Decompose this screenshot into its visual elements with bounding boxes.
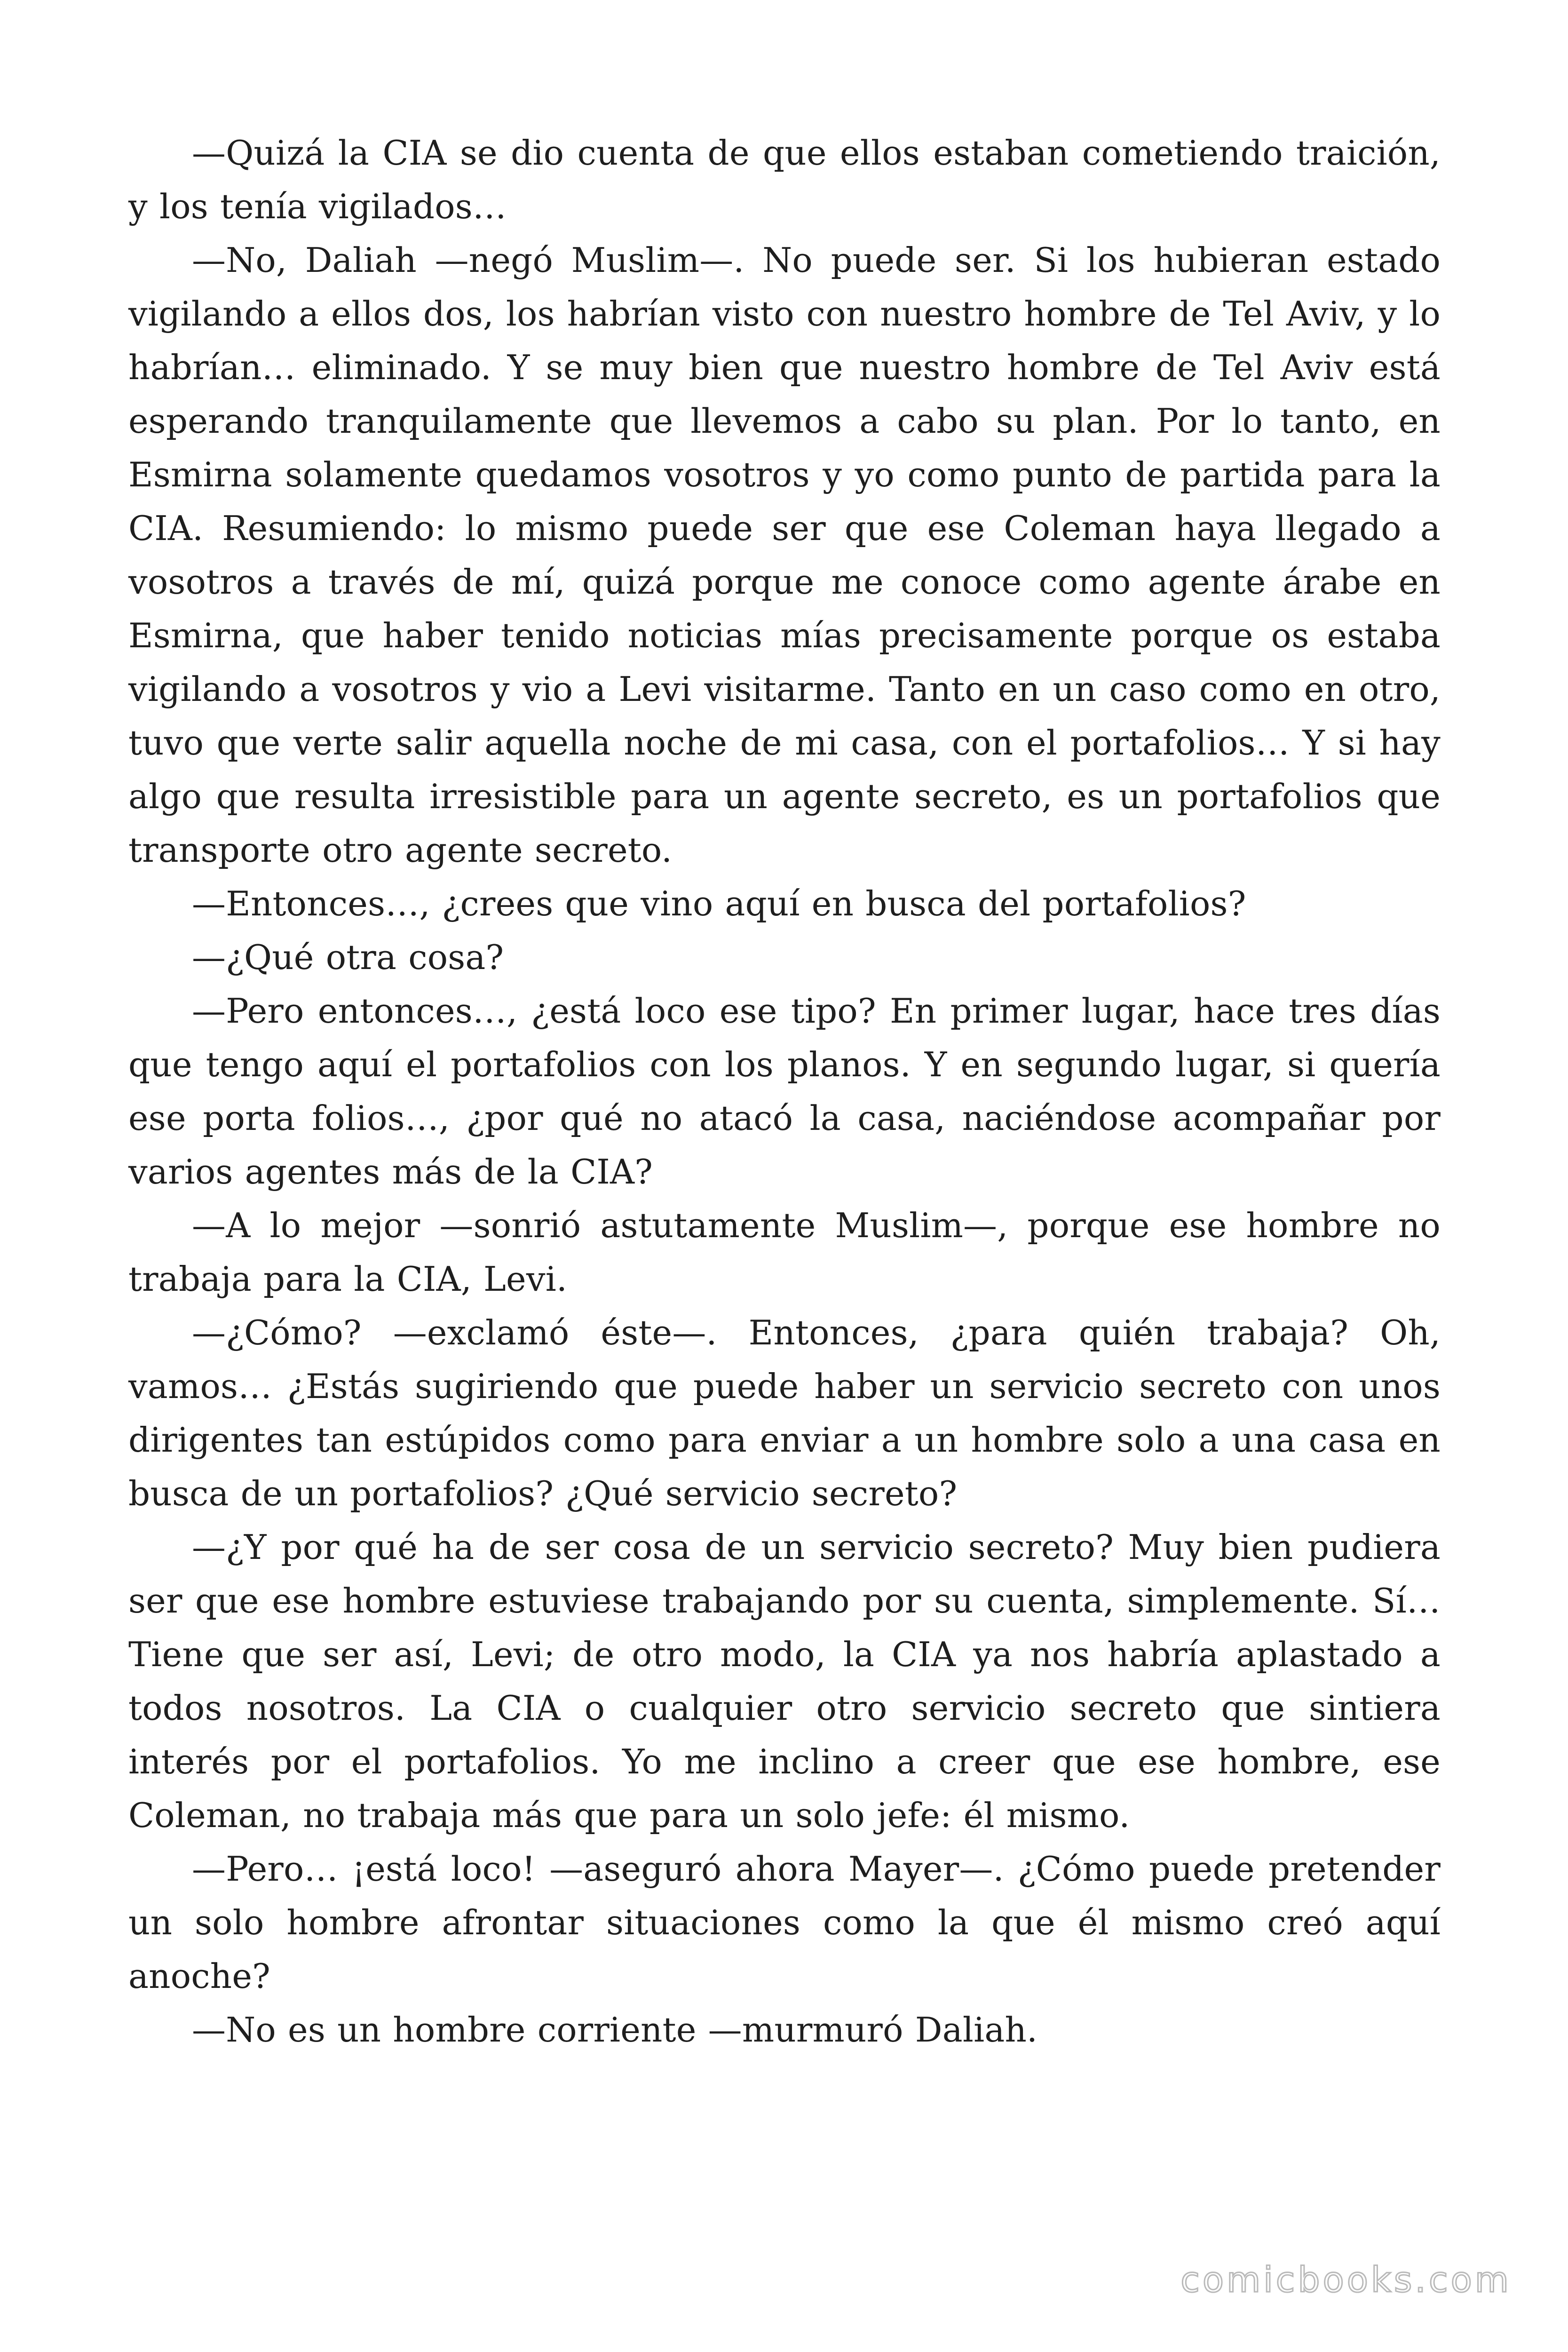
paragraph: —Entonces…, ¿crees que vino aquí en busca del portafolios? [192, 884, 1246, 923]
paragraph: —A lo mejor —sonrió astutamente Muslim—, porque ese hombre no trabaja para la CIA, Levi. [128, 1206, 1441, 1299]
paragraph: —¿Y por qué ha de ser cosa de un servicio secreto? Muy bien pudiera ser que ese hombre estuviese trabajando por su cuenta, simplemente. Sí… Tiene que ser así, Levi; de otro modo, la CIA ya nos habría aplastado a todos nosotros. La CIA o cualquier otro servicio secreto que sintiera interés por el portafolios. Yo me inclino a creer que ese hombre, ese Coleman, no trabaja más que para un solo jefe: él mismo. [128, 1527, 1441, 1835]
paragraph: —¿Cómo? —exclamó éste—. Entonces, ¿para quién trabaja? Oh, vamos… ¿Estás sugiriendo que puede haber un servicio secreto con unos dirigentes tan estúpidos como para enviar a un hombre solo a una casa en busca de un portafolios? ¿Qué servicio secreto? [128, 1313, 1441, 1513]
paragraph: —No, Daliah —negó Muslim—. No puede ser. Si los hubieran estado vigilando a ellos dos, los habrían visto con nuestro hombre de Tel Aviv, y lo habrían… eliminado. Y se muy bien que nuestro hombre de Tel Aviv está esperando tranquilamente que llevemos a cabo su plan. Por lo tanto, en Esmirna solamente quedamos vosotros y yo como punto de partida para la CIA. Resumiendo: lo mismo puede ser que ese Coleman haya llegado a vosotros a través de mí, quizá porque me conoce como agente árabe en Esmirna, que haber tenido noticias mías precisamente porque os estaba vigilando a vosotros y vio a Levi visitarme. Tanto en un caso como en otro, tuvo que verte salir aquella noche de mi casa, con el portafolios… Y si hay algo que resulta irresistible para un agente secreto, es un portafolios que transporte otro agente secreto. [128, 240, 1441, 870]
watermark-logo: comicbooks.com [1180, 2260, 1512, 2300]
paragraph: —Pero… ¡está loco! —aseguró ahora Mayer—. ¿Cómo puede pretender un solo hombre afrontar situaciones como la que él mismo creó aquí anoche? [128, 1849, 1441, 1996]
paragraph: —No es un hombre corriente —murmuró Daliah. [192, 2010, 1038, 2050]
paragraph: —¿Qué otra cosa? [192, 938, 504, 977]
document-page [128, 126, 1441, 2057]
paragraph: —Quizá la CIA se dio cuenta de que ellos estaban cometiendo traición, y los tenía vigilados… [128, 133, 1441, 226]
paragraph: —Pero entonces…, ¿está loco ese tipo? En primer lugar, hace tres días que tengo aquí el portafolios con los planos. Y en segundo lugar, si quería ese porta folios…, ¿por qué no atacó la casa, naciéndose acompañar por varios agentes más de la CIA? [128, 991, 1441, 1192]
